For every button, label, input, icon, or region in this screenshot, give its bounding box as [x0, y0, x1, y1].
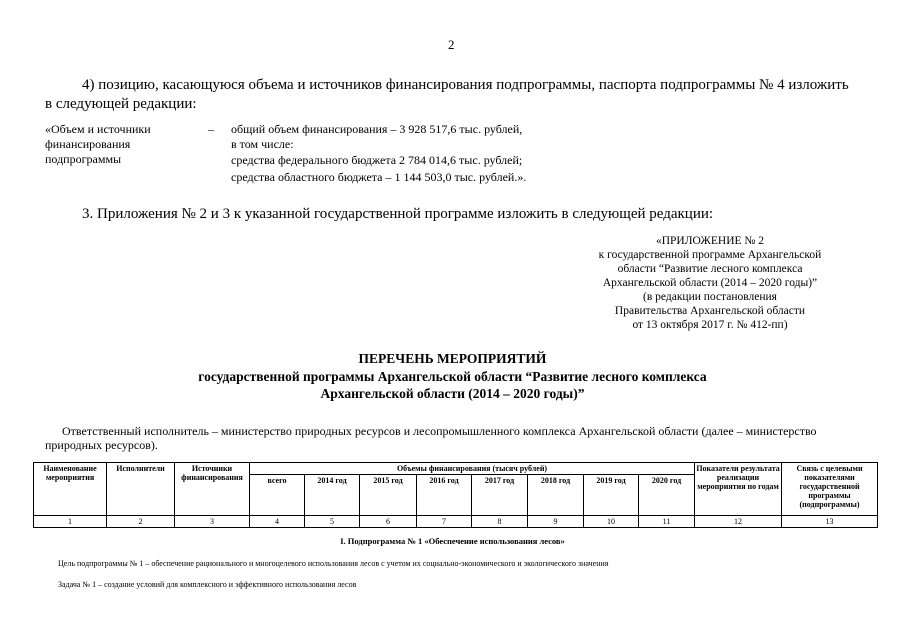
appendix-line: от 13 октября 2017 г. № 412-пп) — [632, 319, 788, 331]
passport-label-line: финансирования — [45, 137, 131, 151]
para4-line1: 4) позицию, касающуюся объема и источников финансирования подпрограммы, паспорта подпрограммы № 4 изложить — [82, 77, 849, 93]
header-year: всего — [250, 475, 305, 516]
para4-line2: в следующей редакции: — [45, 96, 197, 112]
column-number: 10 — [584, 516, 639, 528]
passport-value-line: общий объем финансирования – 3 928 517,6 тыс. рублей, — [231, 122, 523, 136]
subprogram-heading: I. Подпрограмма № 1 «Обеспечение использования лесов» — [340, 536, 565, 546]
header-year: 2014 год — [305, 475, 360, 516]
column-number: 12 — [695, 516, 782, 528]
column-number: 1 — [34, 516, 107, 528]
para3: 3. Приложения № 2 и 3 к указанной государственной программе изложить в следующей редакции: — [82, 206, 714, 222]
title-line-3: Архангельской области (2014 – 2020 годы)” — [320, 386, 585, 401]
subprogram-task: Задача № 1 – создание условий для комплексного и эффективного использования лесов — [58, 580, 357, 589]
appendix-line: Архангельской области (2014 – 2020 годы)” — [602, 277, 818, 289]
header-year: 2015 год — [360, 475, 417, 516]
subprogram-goal: Цель подпрограммы № 1 – обеспечение рационального и многоцелевого использования лесов с учетом их социально-экономического и экологического значения — [58, 559, 609, 568]
column-number: 11 — [639, 516, 695, 528]
header-year: 2017 год — [472, 475, 528, 516]
passport-label-line: «Объем и источники — [45, 122, 151, 136]
column-number: 4 — [250, 516, 305, 528]
column-number: 13 — [782, 516, 878, 528]
title-line-2: государственной программы Архангельской области “Развитие лесного комплекса — [198, 369, 707, 384]
passport-label-line: подпрограммы — [45, 152, 122, 166]
appendix-heading — [560, 234, 860, 332]
responsible-line1: Ответственный исполнитель – министерство природных ресурсов и лесопромышленного комплекса Архангельской области (далее – министерство — [62, 424, 817, 438]
header-year: 2016 год — [417, 475, 472, 516]
passport-value-line: средства федерального бюджета 2 784 014,6 тыс. рублей; — [231, 153, 523, 167]
column-number: 2 — [107, 516, 175, 528]
activities-table — [33, 462, 878, 528]
column-number: 7 — [417, 516, 472, 528]
passport-dash: – — [208, 122, 214, 136]
header-link: Связь с целевыми показателями государственной программы (подпрограммы) — [782, 463, 878, 516]
page-number: 2 — [448, 37, 455, 52]
appendix-line: (в редакции постановления — [643, 291, 777, 303]
passport-value-line: в том числе: — [231, 137, 294, 151]
passport-value-line: средства областного бюджета – 1 144 503,0 тыс. рублей.». — [231, 170, 527, 184]
header-source: Источники финансирования — [175, 463, 250, 516]
appendix-line: области “Развитие лесного комплекса — [617, 263, 803, 275]
header-year: 2019 год — [584, 475, 639, 516]
title-line-1: ПЕРЕЧЕНЬ МЕРОПРИЯТИЙ — [358, 351, 547, 366]
column-number: 9 — [528, 516, 584, 528]
header-executors: Исполнители — [107, 463, 175, 516]
appendix-line: к государственной программе Архангельской — [598, 249, 822, 261]
responsible-line2: природных ресурсов). — [45, 438, 158, 452]
column-number: 3 — [175, 516, 250, 528]
appendix-line: Правительства Архангельской области — [614, 305, 806, 317]
column-number: 6 — [360, 516, 417, 528]
header-year: 2018 год — [528, 475, 584, 516]
header-volumes: Объемы финансирования (тысяч рублей) — [250, 463, 695, 475]
header-name: Наименование мероприятия — [34, 463, 107, 516]
header-year: 2020 год — [639, 475, 695, 516]
header-indicators: Показатели результата реализации мероприятия по годам — [695, 463, 782, 516]
appendix-line: «ПРИЛОЖЕНИЕ № 2 — [655, 235, 764, 247]
column-number: 8 — [472, 516, 528, 528]
column-number: 5 — [305, 516, 360, 528]
